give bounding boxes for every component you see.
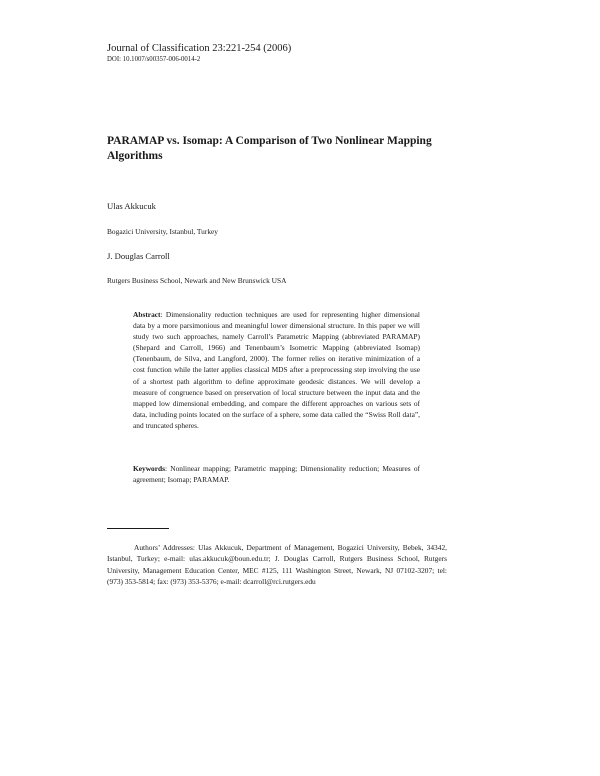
paper-title: PARAMAP vs. Isomap: A Comparison of Two Nonlinear Mapping Algorithms [107,135,432,162]
abstract [133,309,420,431]
footnote: Authors’ Addresses: Ulas Akkucuk, Department of Management, Bogazici University, Bebek, 34342, Istanbul, Turkey; e-mail: ulas.akkucuk@boun.edu.tr; J. Douglas Carroll, Rutgers Business School, Rutgers University, Management Education Center, MEC #125, 111 Washington Street, Newark, NJ 07102-3207; tel: (973) 353-5814; fax: (973) 353-5376; e-mail: dcarroll@rci.rutgers.edu [107,543,447,586]
doi-line: DOI: 10.1007/s00357-006-0014-2 [107,56,201,63]
author-name: Ulas Akkucuk [107,201,156,211]
footnote-divider [107,528,169,529]
journal-citation: Journal of Classification 23:221-254 (2006) [107,43,292,54]
abstract-text: : Dimensionality reduction techniques are used for representing higher dimensional data by a more parsimonious and meaningful lower dimensional structure. In this paper we will study two such approaches, namely Carroll’s Parametric Mapping (abbreviated PARAMAP) (Shepard and Carroll, 1966) and Tenenbaum’s Isometric Mapping (abbreviated Isomap) (Tenenbaum, de Silva, and Langford, 2000). The former relies on iterative minimization of a cost function while the latter applies classical MDS after a preprocessing step involving the use of a shortest path algorithm to define approximate geodesic distances. We will develop a measure of congruence based on preservation of local structure between the input data and the mapped low dimensional embedding, and compare the different approaches on various sets of data, including points located on the surface of a sphere, some data called the “Swiss Roll data”, and truncated spheres. [133,310,420,430]
abstract-label: Abstract [133,310,161,319]
author-name: J. Douglas Carroll [107,251,170,261]
author-affiliation: Bogazici University, Istanbul, Turkey [107,227,218,236]
author-affiliation: Rutgers Business School, Newark and New Brunswick USA [107,276,287,285]
keywords [133,463,420,485]
keywords-label: Keywords [133,464,166,473]
keywords-text: : Nonlinear mapping; Parametric mapping; Dimensionality reduction; Measures of agreement; Isomap; PARAMAP. [133,464,420,485]
